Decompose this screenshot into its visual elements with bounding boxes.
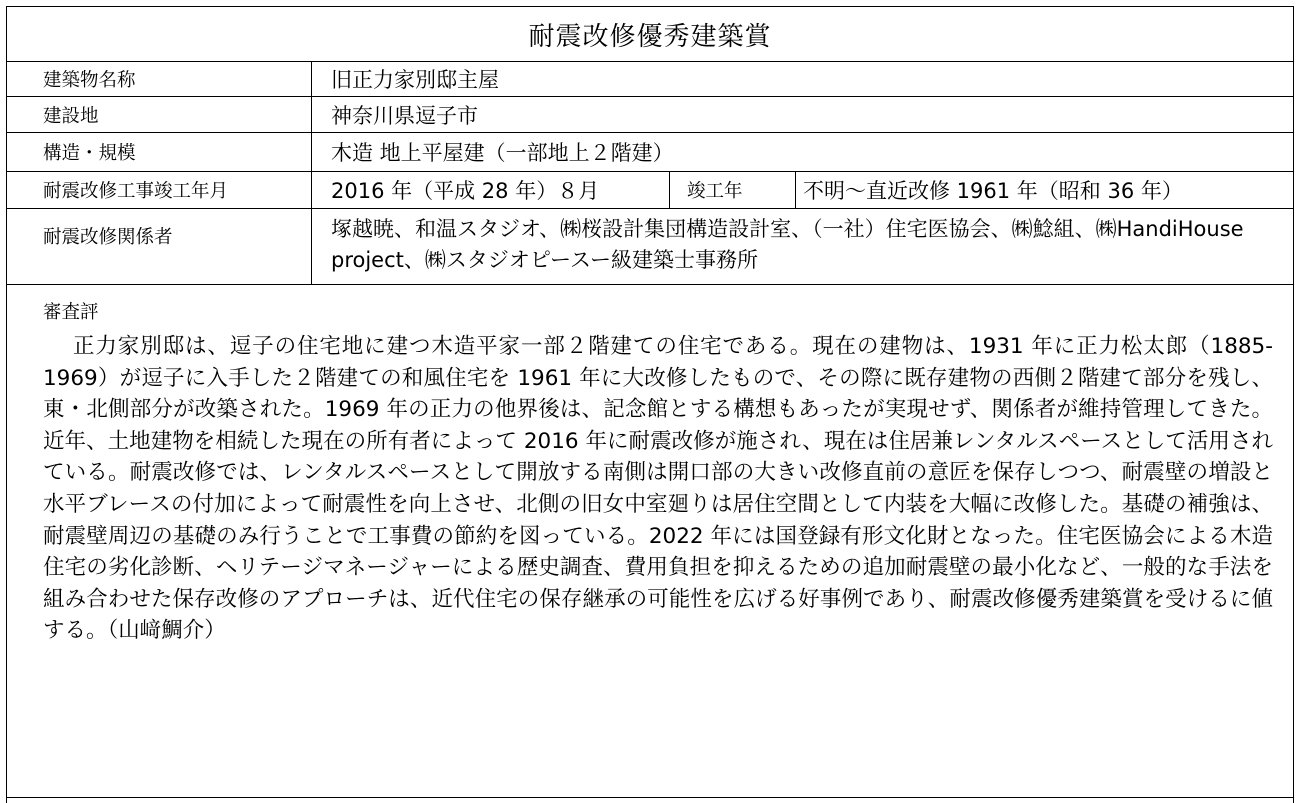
label-location: 建設地	[7, 97, 312, 132]
divider	[795, 172, 796, 208]
label-structure: 構造・規模	[7, 133, 312, 171]
review-text: 正力家別邸は、逗子の住宅地に建つ木造平家一部２階建ての住宅である。現在の建物は、1931 年に正力松太郎（1885-1969）が逗子に入手した２階建ての和風住宅を 1961 年に大改修したもので、その際に既存建物の西側２階建て部分を残し、東・北側部分が改築された。1969 年の正力の他界後は、記念館とする構想もあったが実現せず、関係者が維持管理してきた。近年、土地建物を相続した現在の所有者によって 2016 年に耐震改修が施され、現在は住居兼レンタルスペースとして活用されている。耐震改修では、レンタルスペースとして開放する南側は開口部の大きい改修直前の意匠を保存しつつ、耐震壁の増設と水平ブレースの付加によって耐震性を向上させ、北側の旧女中室廻りは居住空間として内装を大幅に改修した。基礎の補強は、耐震壁周辺の基礎のみ行うことで工事費の節約を図っている。2022 年には国登録有形文化財となった。住宅医協会による木造住宅の劣化診断、ヘリテージマネージャーによる歴史調査、費用負担を抑えるための追加耐震壁の最小化など、一般的な手法を組み合わせた保存改修のアプローチは、近代住宅の保存継承の可能性を広げる好事例であり、耐震改修優秀建築賞を受けるに値する。（山﨑鯛介）	[43, 334, 1273, 644]
value-completion: 2016 年（平成 28 年）８月	[331, 179, 600, 203]
label-building-name: 建築物名称	[7, 61, 312, 96]
row-completion	[7, 172, 1293, 209]
award-sheet	[6, 6, 1294, 803]
row-parties	[7, 209, 1293, 285]
value-location: 神奈川県逗子市	[331, 103, 478, 128]
divider	[669, 172, 670, 208]
label-parties: 耐震改修関係者	[7, 209, 312, 284]
label-sub-completion: 竣工年	[687, 181, 743, 202]
value-building-name: 旧正力家別邸主屋	[331, 67, 499, 92]
value-structure: 木造 地上平屋建（一部地上２階建）	[331, 141, 674, 165]
row-building-name	[7, 61, 1293, 97]
row-structure	[7, 133, 1293, 172]
award-title: 耐震改修優秀建築賞	[7, 7, 1293, 62]
label-completion: 耐震改修工事竣工年月	[7, 172, 312, 208]
value-parties: 塚越暁、和温スタジオ、㈱桜設計集団構造設計室、（一社）住宅医協会、㈱鯰組、㈱HandiHouse project、㈱スタジオピースー級建築士事務所	[331, 217, 1244, 272]
bottom-divider	[7, 797, 1293, 798]
value-sub-completion: 不明～直近改修 1961 年（昭和 36 年）	[803, 179, 1183, 203]
row-location	[7, 97, 1293, 133]
review-heading: 審査評	[43, 302, 99, 323]
